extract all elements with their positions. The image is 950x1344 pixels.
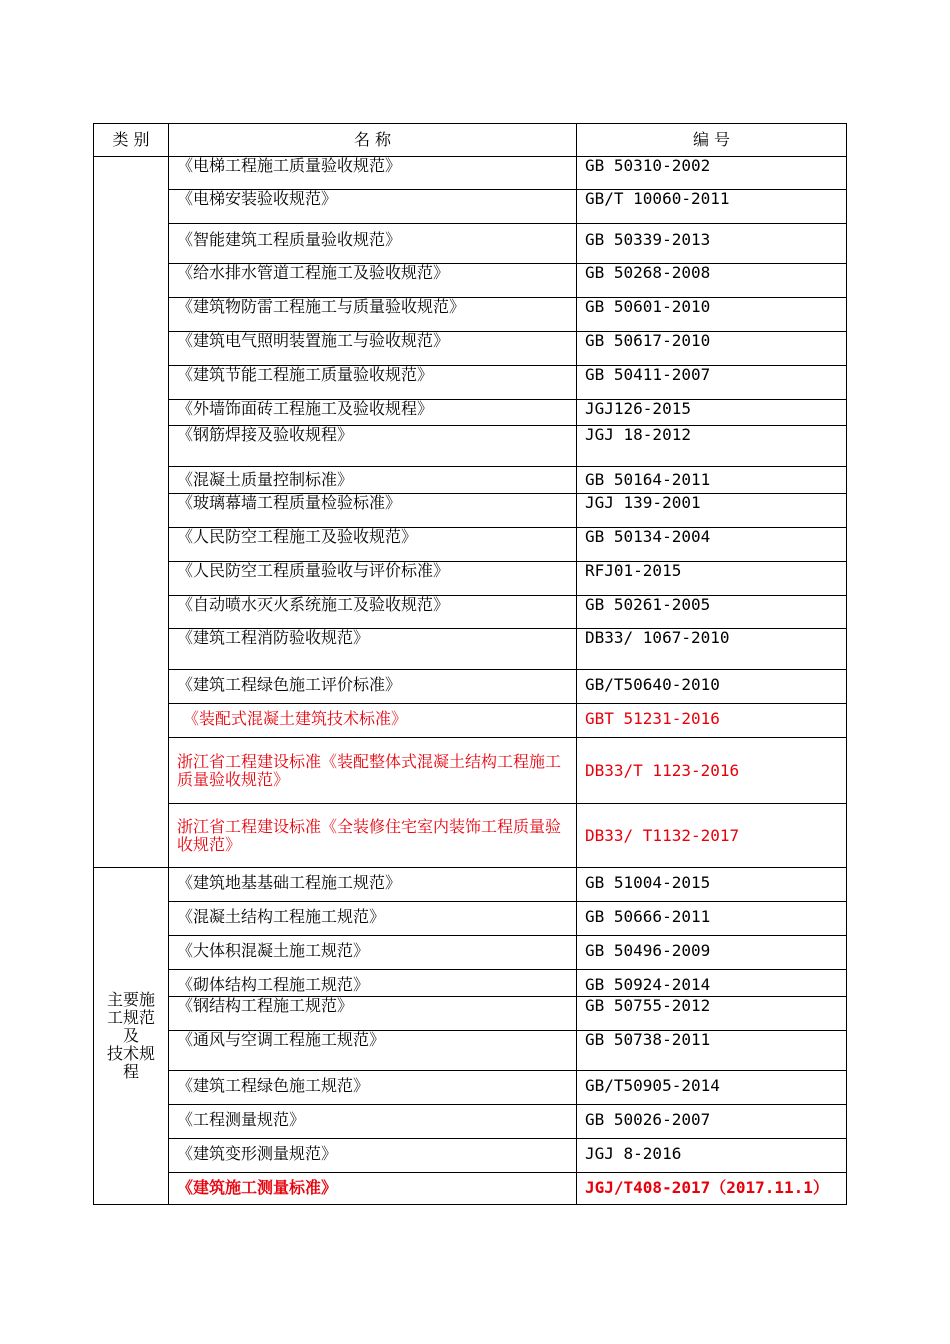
standard-code: GB/T 10060-2011 <box>577 190 847 224</box>
standard-name: 《玻璃幕墙工程质量检验标准》 <box>169 494 577 528</box>
table-row <box>94 157 847 190</box>
standard-name: 《给水排水管道工程施工及验收规范》 <box>169 264 577 298</box>
table-row <box>94 467 847 494</box>
standard-code: JGJ126-2015 <box>577 400 847 426</box>
table-row <box>94 1031 847 1071</box>
standard-name: 《建筑施工测量标准》 <box>169 1173 577 1205</box>
standard-name: 《通风与空调工程施工规范》 <box>169 1031 577 1071</box>
standard-name: 浙江省工程建设标准《装配整体式混凝土结构工程施工质量验收规范》 <box>169 738 577 804</box>
category-cell-2 <box>94 868 169 1205</box>
standard-code: GB 51004-2015 <box>577 868 847 902</box>
category-line: 及 <box>122 1026 139 1045</box>
standard-name: 《智能建筑工程质量验收规范》 <box>169 224 577 264</box>
table-row <box>94 629 847 670</box>
standard-name: 《混凝土质量控制标准》 <box>169 467 577 494</box>
table-row <box>94 494 847 528</box>
standard-code: GB 50617-2010 <box>577 332 847 366</box>
standard-name: 《建筑变形测量规范》 <box>169 1139 577 1173</box>
standard-name: 《人民防空工程质量验收与评价标准》 <box>169 562 577 596</box>
table-row <box>94 400 847 426</box>
table-row <box>94 366 847 400</box>
standard-code: JGJ 8-2016 <box>577 1139 847 1173</box>
table-row <box>94 1071 847 1105</box>
standard-name: 浙江省工程建设标准《全装修住宅室内装饰工程质量验收规范》 <box>169 804 577 868</box>
standard-name: 《大体积混凝土施工规范》 <box>169 936 577 970</box>
standard-code: GBT 51231-2016 <box>577 704 847 738</box>
standard-name: 《钢筋焊接及验收规程》 <box>169 426 577 467</box>
table-row <box>94 224 847 264</box>
standard-code: GB 50261-2005 <box>577 596 847 629</box>
standard-code: GB 50755-2012 <box>577 997 847 1031</box>
table-row <box>94 1139 847 1173</box>
standard-code: GB 50134-2004 <box>577 528 847 562</box>
standard-code: JGJ/T408-2017（2017.11.1） <box>577 1173 847 1205</box>
table-header-row <box>94 124 847 157</box>
standard-code: DB33/ 1067-2010 <box>577 629 847 670</box>
standard-code: JGJ 139-2001 <box>577 494 847 528</box>
standard-name: 《工程测量规范》 <box>169 1105 577 1139</box>
table-row <box>94 264 847 298</box>
standard-name: 《外墙饰面砖工程施工及验收规程》 <box>169 400 577 426</box>
table-row <box>94 298 847 332</box>
table-row <box>94 804 847 868</box>
standard-code: RFJ01-2015 <box>577 562 847 596</box>
table-row <box>94 936 847 970</box>
table-row <box>94 1105 847 1139</box>
standard-name: 《建筑地基基础工程施工规范》 <box>169 868 577 902</box>
table-row <box>94 596 847 629</box>
header-name: 名 称 <box>169 124 577 157</box>
standard-code: DB33/T 1123-2016 <box>577 738 847 804</box>
standard-code: GB 50666-2011 <box>577 902 847 936</box>
standard-name: 《建筑节能工程施工质量验收规范》 <box>169 366 577 400</box>
standard-name: 《电梯安装验收规范》 <box>169 190 577 224</box>
standard-name: 《建筑物防雷工程施工与质量验收规范》 <box>169 298 577 332</box>
standard-name: 《建筑工程绿色施工规范》 <box>169 1071 577 1105</box>
standard-name: 《混凝土结构工程施工规范》 <box>169 902 577 936</box>
standards-table <box>93 123 847 1205</box>
category-line: 主要施 <box>106 990 155 1009</box>
standard-code: DB33/ T1132-2017 <box>577 804 847 868</box>
standard-code: GB 50601-2010 <box>577 298 847 332</box>
standard-code: GB 50026-2007 <box>577 1105 847 1139</box>
standard-code: GB 50339-2013 <box>577 224 847 264</box>
table-row <box>94 528 847 562</box>
table-row <box>94 902 847 936</box>
table-row <box>94 997 847 1031</box>
table-row <box>94 562 847 596</box>
standard-code: GB 50738-2011 <box>577 1031 847 1071</box>
standard-code: GB 50164-2011 <box>577 467 847 494</box>
table-row <box>94 190 847 224</box>
category-line: 工规范 <box>106 1008 155 1027</box>
standard-name: 《钢结构工程施工规范》 <box>169 997 577 1031</box>
table-row <box>94 970 847 997</box>
category-line: 程 <box>122 1062 139 1081</box>
standard-name: 《人民防空工程施工及验收规范》 <box>169 528 577 562</box>
table-row <box>94 1173 847 1205</box>
table-row <box>94 426 847 467</box>
standard-code: GB 50496-2009 <box>577 936 847 970</box>
standard-name: 《电梯工程施工质量验收规范》 <box>169 157 577 190</box>
category-line: 技术规 <box>106 1044 155 1063</box>
standard-code: GB 50268-2008 <box>577 264 847 298</box>
standard-name: 《自动喷水灭火系统施工及验收规范》 <box>169 596 577 629</box>
standard-code: GB/T50905-2014 <box>577 1071 847 1105</box>
standard-code: GB 50924-2014 <box>577 970 847 997</box>
standard-name: 《装配式混凝土建筑技术标准》 <box>169 704 577 738</box>
category-cell-1 <box>94 157 169 868</box>
standard-name: 《建筑工程消防验收规范》 <box>169 629 577 670</box>
header-code: 编 号 <box>577 124 847 157</box>
standard-code: GB 50411-2007 <box>577 366 847 400</box>
standard-code: JGJ 18-2012 <box>577 426 847 467</box>
table-row <box>94 738 847 804</box>
standard-code: GB 50310-2002 <box>577 157 847 190</box>
table-row <box>94 332 847 366</box>
header-category: 类 别 <box>94 124 169 157</box>
table-row <box>94 868 847 902</box>
standard-name: 《砌体结构工程施工规范》 <box>169 970 577 997</box>
standard-name: 《建筑电气照明装置施工与验收规范》 <box>169 332 577 366</box>
table-row <box>94 704 847 738</box>
table-row <box>94 670 847 704</box>
standard-name: 《建筑工程绿色施工评价标准》 <box>169 670 577 704</box>
standard-code: GB/T50640-2010 <box>577 670 847 704</box>
